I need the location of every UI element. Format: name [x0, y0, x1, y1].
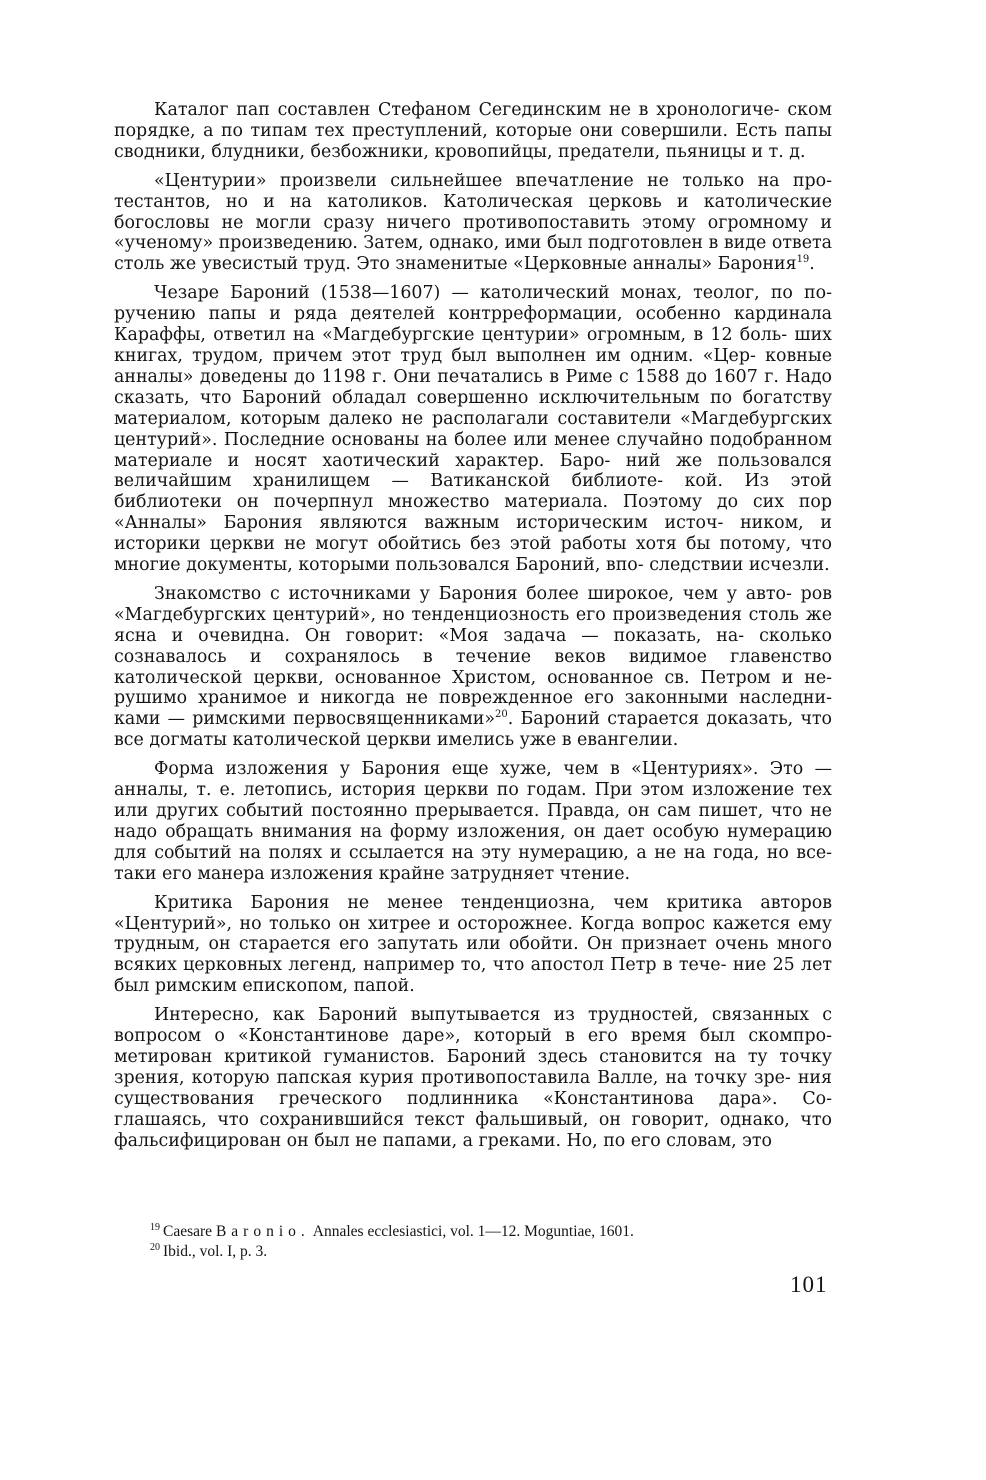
footnote-ref-20: 20: [495, 709, 508, 721]
paragraph-4: [114, 584, 832, 751]
text-line: ками — римскими первосвященниками»: [114, 709, 495, 730]
footnote-author: Caesare: [163, 1223, 213, 1240]
text-line: богословы не могли сразу ничего противопоставить этому огромному и: [114, 212, 832, 233]
text-line: ему трудным, он старается его запутать или обойти. Он признает очень: [114, 913, 832, 955]
text-line: случайно подобранном материале и носят хаотический характер. Баро-: [114, 429, 832, 471]
footnote-20: [150, 1242, 840, 1262]
text-line: ний же пользовался величайшим хранилищем — Ватиканской библиоте-: [114, 450, 832, 492]
text-line: «Центурий», но только он хитрее и осторожнее. Когда вопрос кажется: [114, 913, 791, 934]
text-line: много всяких церковных легенд, например то, что апостол Петр в тече-: [114, 934, 833, 976]
text-line: «Центурии» произвели сильнейшее впечатление не только на про-: [154, 170, 832, 191]
text-line: Барония: [717, 254, 797, 275]
text-line: Есть папы сводники, блудники, безбожники, кровопийцы, предатели,: [114, 120, 832, 162]
text-line: нумерацию для событий на полях и ссылается на эту нумерацию, а не: [114, 821, 832, 863]
footnote-ref-19: 19: [796, 254, 810, 266]
paragraph-2: [114, 171, 832, 276]
text-line: глашаясь, что сохранившийся текст фальшивый, он говорит, однако, что: [114, 1109, 832, 1130]
footnote-text: Annales ecclesiastici, vol. 1—12. Moguntiae, 1601.: [312, 1223, 634, 1240]
text-line: зрения, которую папская курия противопоставила Валле, на точку зре-: [114, 1067, 791, 1088]
paragraph-3: [114, 283, 832, 576]
footnote-mark: 20: [150, 1241, 160, 1253]
text-line: до сих пор «Анналы» Барония являются важным историческим источ-: [114, 492, 832, 534]
text-line: сколько сознавалось и сохранялось в течение веков видимое главенство: [114, 625, 833, 667]
text-line: Каталог пап составлен Стефаном Сегединским не в хронологиче-: [154, 100, 780, 120]
text-line: анналы, т. е. летопись, история церкви по годам. При этом изложение: [114, 780, 795, 801]
text-line: ответа столь же увесистый труд. Это знаменитые «Церковные анналы»: [114, 233, 833, 275]
text-line: тех или других событий постоянно прерывается. Правда, он сам пишет,: [114, 780, 832, 821]
text-line: ником, и историки церкви не могут обойтись без этой работы хотя бы: [114, 513, 832, 555]
text-line: фальсифицирован он был не папами, а греками. Но, по его словам, это: [114, 1130, 773, 1151]
text-line: ние 25 лет был римским епископом, папой.: [114, 955, 833, 997]
text-line: по богатству материалом, которым далеко не располагали составители: [114, 387, 833, 429]
text-line: метирован критикой гуманистов. Бароний здесь становится на ту точку: [114, 1046, 832, 1067]
text-line: на года, но все-таки его манера изложения крайне затрудняет чтение.: [114, 842, 832, 884]
text-line: Форма изложения у Барония еще хуже, чем в «Центуриях». Это —: [154, 759, 832, 780]
footnote-author-spaced: Baronio.: [215, 1223, 310, 1240]
text-line: пьяницы и т. д.: [665, 141, 806, 162]
text-line: тестантов, но и на католиков. Католическая церковь и католические: [114, 191, 832, 212]
text-line: что не надо обращать внимания на форму изложения, он дает особую: [114, 801, 832, 842]
text-line: рушимо хранимое и никогда не поврежденное его законными наследни-: [114, 688, 832, 709]
text-line: столь же ясна и очевидна. Он говорит: «Моя задача — показать, на-: [114, 604, 832, 646]
text-line: следствии исчезли.: [649, 555, 830, 576]
page-number: 101: [790, 1272, 828, 1297]
paragraph-7: [114, 1005, 832, 1151]
text-line: Караффы, ответил на «Магдебургские центурии» огромным, в 12 боль-: [114, 325, 788, 346]
text-line: Критика Барония не менее тенденциозна, чем критика авторов: [154, 892, 832, 913]
text-line: ров «Магдебургских центурий», но тенденциозность его произведения: [114, 583, 833, 625]
text-line: вопросом о «Константинове даре», который в его время был скомпро-: [114, 1026, 832, 1047]
main-text: [114, 100, 832, 1160]
paragraph-1: [114, 100, 832, 163]
footnotes: [150, 1222, 840, 1262]
footnote-mark: 19: [150, 1221, 160, 1233]
text-line: потому, что многие документы, которыми пользовался Бароний, впо-: [114, 534, 833, 576]
text-line: кой. Из этой библиотеки он почерпнул множество материала. Поэтому: [114, 471, 833, 513]
paragraph-5: [114, 759, 832, 884]
text-line: Чезаре Бароний (1538—1607) — католический монах, теолог, по по-: [154, 283, 832, 304]
period: .: [809, 254, 815, 275]
paragraph-6: [114, 893, 832, 998]
text-line: католической церкви, основанное Христом, основанное св. Петром и не-: [114, 667, 832, 688]
text-line: ния существования греческого подлинника «Константинова дара». Со-: [114, 1067, 832, 1109]
text-line: ском порядке, а по типам тех преступлений, которые они совершили.: [114, 100, 832, 141]
text-line: «ученому» произведению. Затем, однако, ими был подготовлен в виде: [114, 233, 767, 254]
text-line: . Бароний старается доказать,: [507, 709, 794, 730]
text-line: Знакомство с источниками у Барония более широкое, чем у авто-: [154, 583, 792, 604]
text-line: ручению папы и ряда деятелей контрреформации, особенно кардинала: [114, 304, 832, 325]
text-line: что все догматы католической церкви имелись уже в евангелии.: [114, 709, 833, 751]
text-line: «Магдебургских центурий». Последние основаны на более или менее: [114, 408, 832, 450]
text-line: 1607 г. Надо сказать, что Бароний обладал совершенно исключительным: [114, 366, 832, 408]
text-line: Интересно, как Бароний выпутывается из трудностей, связанных с: [154, 1005, 832, 1026]
text-line: ших книгах, трудом, причем этот труд был выполнен им одним. «Цер-: [114, 325, 832, 366]
footnote-text: Ibid., vol. I, p. 3.: [163, 1243, 268, 1260]
text-line: ковные анналы» доведены до 1198 г. Они печатались в Риме с 1588 до: [114, 345, 832, 387]
footnote-19: [150, 1222, 840, 1242]
